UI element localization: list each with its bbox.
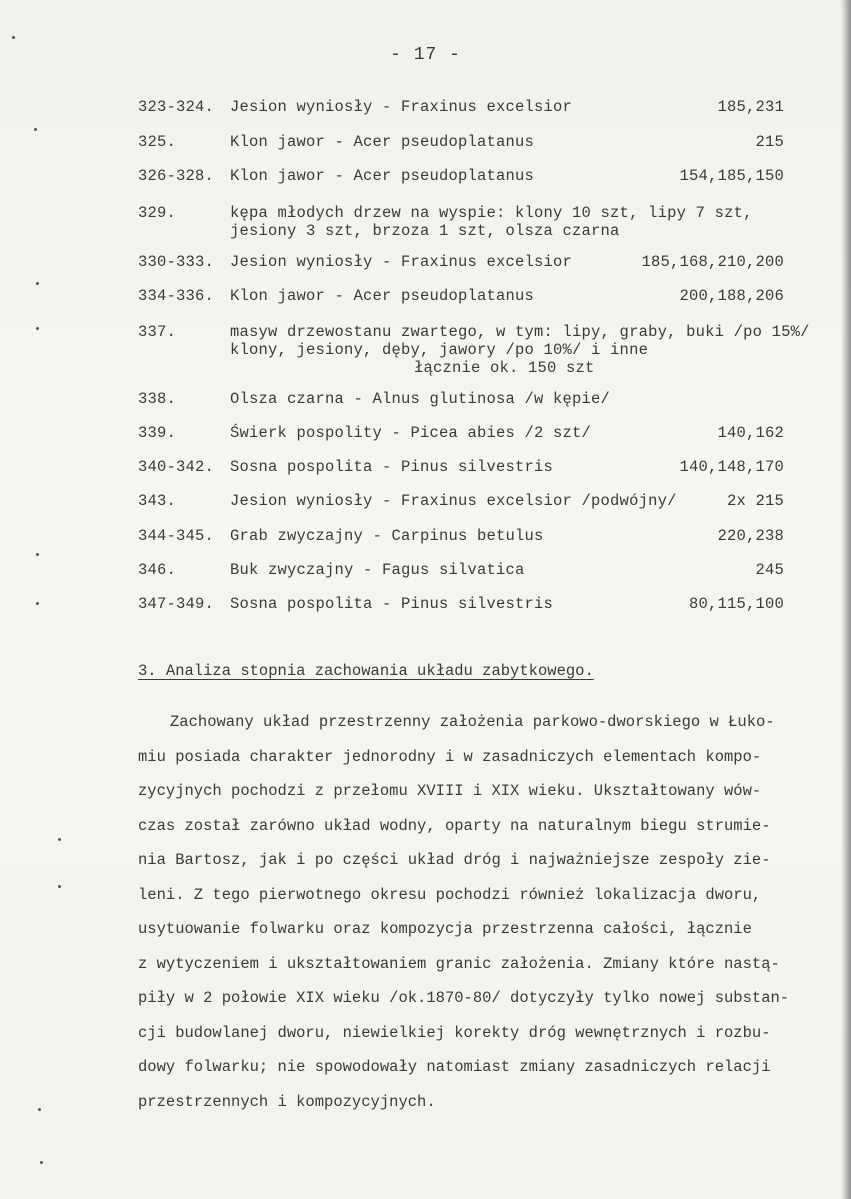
scan-speck xyxy=(36,553,39,556)
entry-description-line: Sosna pospolita - Pinus silvestris xyxy=(230,458,554,476)
paragraph-line: cji budowlanej dworu, niewielkiej korekty dróg wewnętrznych i rozbu- xyxy=(138,1023,771,1042)
entry-number: 326-328. xyxy=(138,167,215,185)
entry-description xyxy=(230,492,677,510)
entry-description-line: masyw drzewostanu zwartego, w tym: lipy, graby, buki /po 15%/ xyxy=(230,323,810,341)
entry-description-line: jesiony 3 szt, brzoza 1 szt, olsza czarna xyxy=(230,222,620,240)
entry-description-line: Sosna pospolita - Pinus silvestris xyxy=(230,595,554,613)
scan-speck xyxy=(12,36,15,39)
scan-speck xyxy=(58,885,61,888)
scan-speck xyxy=(58,838,61,841)
entry-number: 344-345. xyxy=(138,527,215,545)
entry-description xyxy=(230,390,610,408)
entry-description-line: Buk zwyczajny - Fagus silvatica xyxy=(230,561,525,579)
paragraph-line: zycyjnych pochodzi z przełomu XVIII i XIX wieku. Ukształtowany wów- xyxy=(138,782,762,800)
entry-number: 343. xyxy=(138,492,177,510)
entry-circumference: 200,188,206 xyxy=(679,287,784,305)
scan-speck xyxy=(36,602,39,605)
scan-speck xyxy=(38,1108,41,1111)
entry-description xyxy=(230,561,525,579)
paragraph-line: z wytyczeniem i ukształtowaniem granic założenia. Zmiany które nastą- xyxy=(138,954,780,973)
scan-edge-shadow xyxy=(841,0,851,1199)
entry-number: 346. xyxy=(138,561,177,579)
entry-circumference: 140,148,170 xyxy=(679,458,784,476)
entry-circumference: 220,238 xyxy=(717,527,784,545)
entry-description xyxy=(230,98,572,116)
entry-description xyxy=(230,167,534,185)
scan-speck xyxy=(36,282,39,285)
scan-speck xyxy=(40,1161,43,1164)
entry-description xyxy=(230,527,544,545)
entry-number: 340-342. xyxy=(138,458,215,476)
entry-number: 330-333. xyxy=(138,253,215,271)
entry-description xyxy=(230,133,534,151)
section-heading: 3. Analiza stopnia zachowania układu zabytkowego. xyxy=(138,662,594,680)
paragraph-line: dowy folwarku; nie spowodowały natomiast zmiany zasadniczych relacji xyxy=(138,1058,771,1076)
entry-number: 329. xyxy=(138,204,177,222)
entry-description-line: Klon jawor - Acer pseudoplatanus xyxy=(230,167,535,185)
entry-number: 339. xyxy=(138,424,177,442)
entry-description xyxy=(230,595,553,613)
entry-description xyxy=(230,204,753,240)
entry-description xyxy=(230,287,534,305)
paragraph-line: czas został zarówno układ wodny, oparty na naturalnym biegu strumie- xyxy=(138,816,771,835)
entry-circumference: 2x 215 xyxy=(726,492,784,510)
entry-circumference: 185,231 xyxy=(717,98,784,116)
scan-speck xyxy=(34,128,37,131)
entry-description-line: Olsza czarna - Alnus glutinosa /w kępie/ xyxy=(230,390,611,408)
page-number: - 17 - xyxy=(390,45,461,65)
paragraph-line: miu posiada charakter jednorodny i w zasadniczych elementach kompo- xyxy=(138,747,762,766)
paragraph-line: usytuowanie folwarku oraz kompozycja przestrzenna całości, łącznie xyxy=(138,920,752,938)
paragraph-line: piły w 2 połowie XIX wieku /ok.1870-80/ dotyczyły tylko nowej substan- xyxy=(138,989,790,1007)
section-paragraph xyxy=(138,705,838,1119)
entry-number: 323-324. xyxy=(138,98,215,116)
entry-number: 347-349. xyxy=(138,595,215,613)
entry-description xyxy=(230,253,572,271)
entry-description-line: Klon jawor - Acer pseudoplatanus xyxy=(230,287,535,305)
entry-circumference: 140,162 xyxy=(717,424,784,442)
entry-circumference: 80,115,100 xyxy=(688,595,784,613)
entry-description-line: łącznie ok. 150 szt xyxy=(414,359,595,377)
entry-description-line: Świerk pospolity - Picea abies /2 szt/ xyxy=(230,424,592,442)
entry-description-line: Jesion wyniosły - Fraxinus excelsior xyxy=(230,98,573,116)
entry-description xyxy=(230,458,553,476)
paragraph-line: nia Bartosz, jak i po części układ dróg i najważniejsze zespoły zie- xyxy=(138,851,771,869)
entry-circumference: 215 xyxy=(755,133,784,151)
entry-number: 338. xyxy=(138,390,177,408)
entry-circumference: 245 xyxy=(755,561,784,579)
entry-description-line: Jesion wyniosły - Fraxinus excelsior xyxy=(230,253,573,271)
entry-description xyxy=(230,424,591,442)
entry-description-line: Grab zwyczajny - Carpinus betulus xyxy=(230,527,544,545)
entry-number: 337. xyxy=(138,323,177,341)
entry-description-line: kępa młodych drzew na wyspie: klony 10 szt, lipy 7 szt, xyxy=(230,204,753,222)
entry-circumference: 154,185,150 xyxy=(679,167,784,185)
entry-number: 334-336. xyxy=(138,287,215,305)
paragraph-line: leni. Z tego pierwotnego okresu pochodzi również lokalizacja dworu, xyxy=(138,885,762,904)
entry-circumference: 185,168,210,200 xyxy=(641,253,784,271)
entry-description-line: klony, jesiony, dęby, jawory /po 10%/ i inne xyxy=(230,341,649,359)
entry-number: 325. xyxy=(138,133,177,151)
entry-description xyxy=(230,323,810,377)
entry-description-line: Jesion wyniosły - Fraxinus excelsior /podwójny/ xyxy=(230,492,677,510)
entry-description-line: Klon jawor - Acer pseudoplatanus xyxy=(230,133,535,151)
scan-speck xyxy=(36,327,39,330)
paragraph-line: przestrzennych i kompozycyjnych. xyxy=(138,1092,436,1111)
paragraph-line: Zachowany układ przestrzenny założenia parkowo-dworskiego w Łuko- xyxy=(170,713,775,731)
